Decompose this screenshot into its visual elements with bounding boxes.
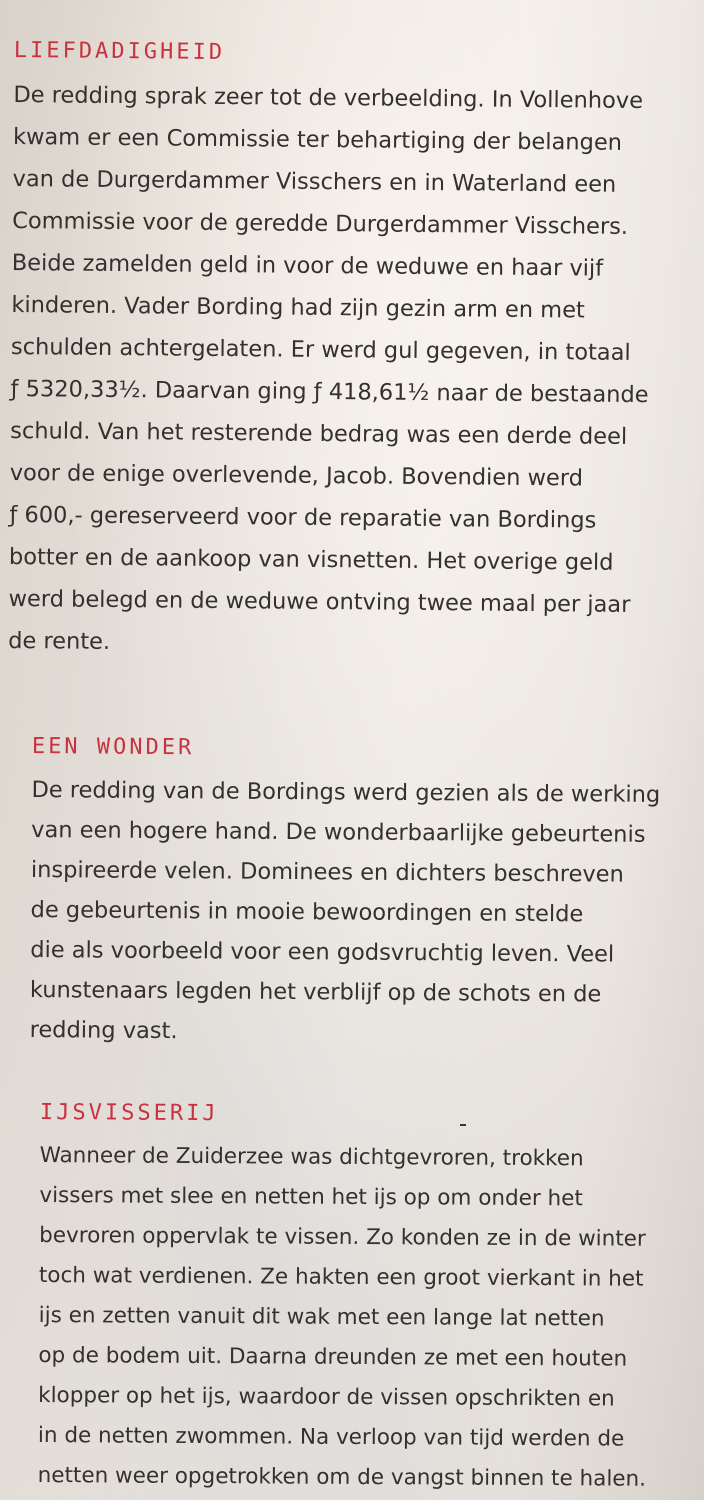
section-een-wonder (29, 730, 660, 1055)
text-line: Beide zamelden geld in voor de weduwe en haar vijf (11, 249, 604, 282)
text-line: in de netten zwommen. Na verloop van tijd werden de (37, 1422, 625, 1452)
text-line: kinderen. Vader Bording had zijn gezin arm en met (11, 291, 585, 324)
text-line: op de bodem uit. Daarna dreunden ze met een houten (38, 1342, 628, 1372)
section-heading: EEN WONDER (31, 733, 195, 761)
text-line: schuld. Van het resterende bedrag was een derde deel (10, 417, 628, 450)
section-liefdadigheid (8, 34, 652, 668)
text-line: toch wat verdienen. Ze hakten een groot vierkant in het (38, 1262, 644, 1292)
text-line: kwam er een Commissie ter behartiging der belangen (12, 123, 623, 156)
section-heading: IJSVISSERIJ (39, 1099, 219, 1127)
text-line: die als voorbeeld voor een godsvruchtig leven. Veel (30, 936, 615, 968)
text-line: De redding van de Bordings werd gezien als de werking (31, 776, 661, 808)
text-line: inspireerde velen. Dominees en dichters beschreven (30, 856, 624, 888)
text-line: botter en de aankoop van visnetten. Het overige geld (8, 543, 614, 576)
section-heading: LIEFDADIGHEID (13, 37, 226, 66)
text-line: ƒ 5320,33½. Daarvan ging ƒ 418,61½ naar de bestaande (10, 375, 649, 409)
text-line: redding vast. (29, 1016, 178, 1045)
text-line: klopper op het ijs, waardoor de vissen opschrikten en (38, 1382, 615, 1412)
text-line: Wanneer de Zuiderzee was dichtgevroren, trokken (39, 1142, 584, 1172)
text-line: ƒ 600,- gereserveerd voor de reparatie van Bordings (9, 501, 597, 534)
text-line: voor de enige overlevende, Jacob. Bovendien werd (9, 459, 584, 492)
text-line: werd belegd en de weduwe ontving twee maal per jaar (8, 585, 631, 618)
text-line: ijs en zetten vanuit dit wak met een lange lat netten (38, 1302, 605, 1332)
section-ijsvisserij (38, 1096, 649, 1500)
text-line: kunstenaars legden het verblijf op de schots en de (29, 976, 602, 1008)
text-line: de gebeurtenis in mooie bewoordingen en stelde (30, 896, 584, 928)
text-line: De redding sprak zeer tot de verbeelding. In Vollenhove (13, 81, 644, 115)
text-line: van een hogere hand. De wonderbaarlijke gebeurtenis (31, 816, 646, 848)
text-line: de rente. (8, 627, 111, 655)
text-line: schulden achtergelaten. Er werd gul gegeven, in totaal (10, 333, 631, 366)
text-line: vissers met slee en netten het ijs op om onder het (39, 1182, 583, 1212)
text-line: netten weer opgetrokken om de vangst binnen te halen. (37, 1462, 647, 1492)
text-line: bevroren oppervlak te vissen. Zo konden ze in de winter (39, 1222, 646, 1252)
text-line: Commissie voor de geredde Durgerdammer Visschers. (12, 207, 629, 240)
text-line: van de Durgerdammer Visschers en in Waterland een (12, 165, 617, 198)
